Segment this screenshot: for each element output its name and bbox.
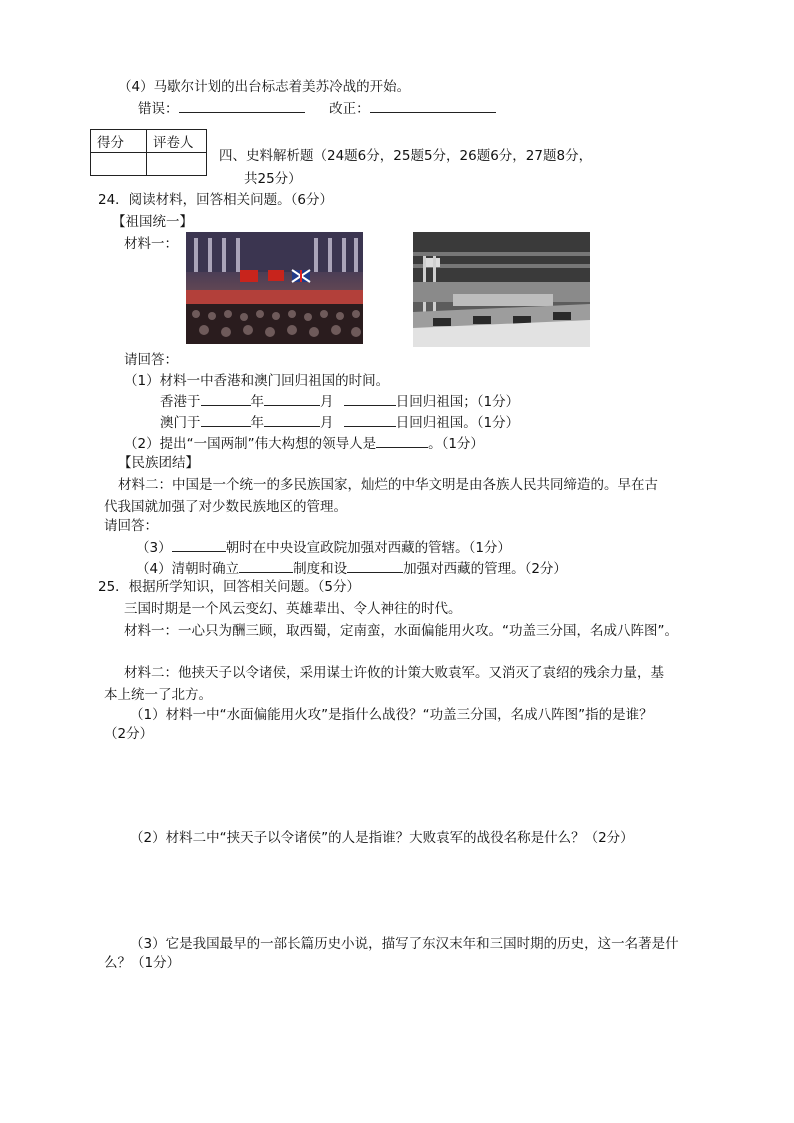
q24-intro: 24．阅读材料，回答相关问题。（6分） (98, 192, 334, 208)
sub2-pre: （2）提出“一国两制”伟大构想的领导人是 (124, 436, 377, 452)
material1-label: 材料一： (124, 236, 178, 252)
q25-lead: 三国时期是一个风云变幻、英雄辈出、令人神往的时代。 (124, 601, 462, 617)
macau-prefix: 澳门于 (160, 415, 201, 431)
macau-day-blank[interactable] (344, 412, 396, 427)
hk-prefix: 香港于 (160, 394, 201, 410)
q25-question1-line2: （2分） (104, 726, 154, 742)
dynasty-blank[interactable] (172, 537, 226, 552)
score-header: 得分 (91, 130, 147, 153)
macau-month-blank[interactable] (264, 412, 320, 427)
macau-ceremony-photo (413, 232, 590, 347)
q25-question3-line1: （3）它是我国最早的一部长篇历史小说，描写了东汉末年和三国时期的历史，这一名著是什 (130, 936, 679, 952)
section4-title: 四、史料解析题（24题6分，25题5分，26题6分，27题8分， (219, 148, 593, 164)
q25-question3-line2: 么？（1分） (104, 955, 181, 971)
q25-question1-line1: （1）材料一中“水面偏能用火攻”是指什么战役？“功盖三分国，名成八阵图”指的是谁？ (130, 707, 653, 723)
q24-sub4 (136, 558, 567, 579)
office-blank[interactable] (347, 558, 403, 573)
macau-year-blank[interactable] (201, 412, 251, 427)
hk-day-blank[interactable] (344, 391, 396, 406)
year-label: 年 (250, 394, 264, 410)
handover-ceremony-photo (186, 232, 363, 344)
section4-total: 共25分） (244, 171, 302, 187)
hk-year-blank[interactable] (201, 391, 251, 406)
unity-heading: 【祖国统一】 (112, 214, 193, 230)
grader-header: 评卷人 (147, 130, 207, 153)
q23-item4-text: （4）马歇尔计划的出台标志着美苏冷战的开始。 (118, 79, 411, 95)
please-answer: 请回答： (124, 352, 178, 368)
material2-line1: 材料二：中国是一个统一的多民族国家，灿烂的中华文明是由各族人民共同缔造的。早在古 (118, 477, 658, 493)
macau-day-label: 日回归祖国。（1分） (395, 415, 520, 431)
q25-material1: 材料一：一心只为酬三顾，取西蜀，定南蛮，水面偏能用火攻。“功盖三分国，名成八阵图”。 (124, 623, 678, 639)
please-answer-2: 请回答： (104, 518, 158, 534)
month-label: 月 (320, 394, 334, 410)
q24-sub2 (124, 433, 484, 454)
year-label: 年 (250, 415, 264, 431)
sub2-post: 。（1分） (428, 436, 484, 452)
material2-line2: 代我国就加强了对少数民族地区的管理。 (104, 499, 347, 515)
score-table (90, 129, 207, 176)
error-blank[interactable] (179, 98, 305, 113)
sub3-post: 朝时在中央设宣政院加强对西藏的管辖。（1分） (225, 540, 511, 556)
sub4-post: 加强对西藏的管理。（2分） (403, 561, 567, 577)
q24-sub3 (136, 537, 511, 558)
system-blank[interactable] (239, 558, 293, 573)
month-label: 月 (320, 415, 334, 431)
sub3-pre: （3） (136, 540, 172, 556)
error-label: 错误： (138, 101, 179, 117)
correct-blank[interactable] (370, 98, 496, 113)
sub4-pre: （4）清朝时确立 (136, 561, 240, 577)
q25-material2-line2: 本上统一了北方。 (104, 687, 212, 703)
grader-cell[interactable] (147, 153, 207, 176)
q24-sub1: （1）材料一中香港和澳门回归祖国的时间。 (124, 373, 390, 389)
hk-row (160, 391, 519, 412)
sub4-mid: 制度和设 (293, 561, 348, 577)
correct-label: 改正： (329, 101, 370, 117)
q25-material2-line1: 材料二：他挟天子以令诸侯，采用谋士许攸的计策大败袁军。又消灭了袁绍的残余力量，基 (124, 665, 664, 681)
score-cell[interactable] (91, 153, 147, 176)
hk-month-blank[interactable] (264, 391, 320, 406)
q25-question2: （2）材料二中“挟天子以令诸侯”的人是指谁？大败袁军的战役名称是什么？（2分） (130, 830, 634, 846)
q25-intro: 25．根据所学知识，回答相关问题。（5分） (98, 579, 361, 595)
ethnic-heading: 【民族团结】 (118, 455, 199, 471)
macau-row (160, 412, 519, 433)
leader-blank[interactable] (376, 433, 428, 448)
hk-day-label: 日回归祖国；（1分） (395, 394, 520, 410)
q23-item4-answer-row (138, 98, 496, 119)
